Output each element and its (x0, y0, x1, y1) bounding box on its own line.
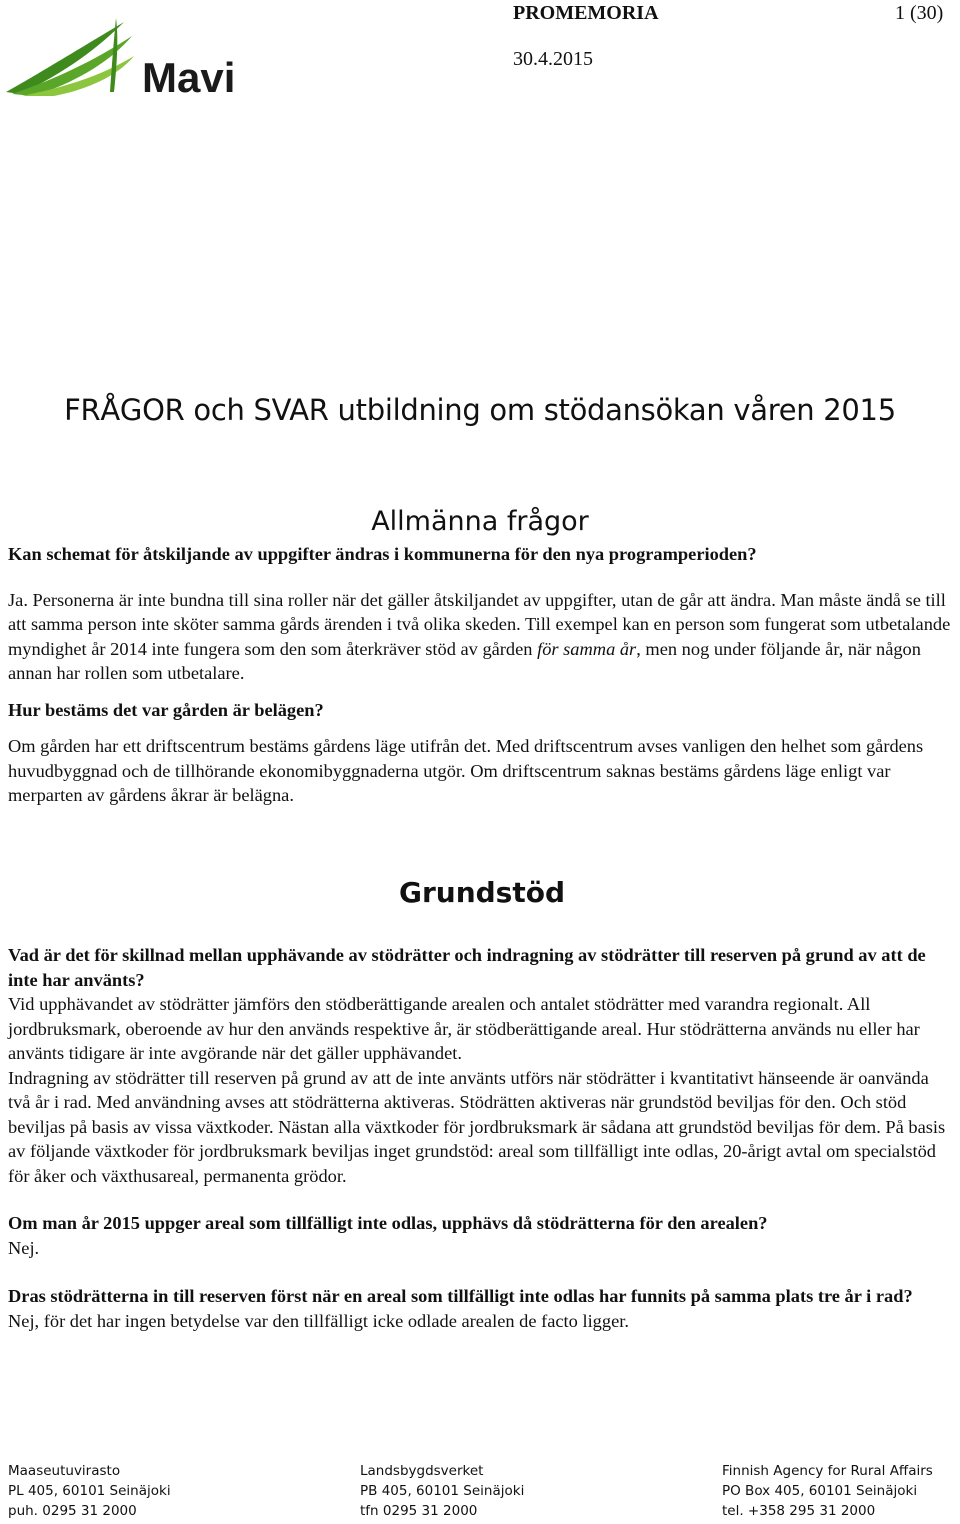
document-type: PROMEMORIA (513, 2, 659, 24)
mavi-logo (6, 14, 238, 96)
question-2: Hur bestäms det var gården är belägen? (8, 699, 324, 720)
question-4: Om man år 2015 uppger areal som tillfälligt inte odlas, upphävs då stödrätterna för den arealen? (8, 1213, 768, 1233)
question-1: Kan schemat för åtskiljande av uppgifter ändras i kommunerna för den nya programperioden? (8, 544, 757, 564)
footer-address: PB 405, 60101 Seinäjoki (360, 1483, 525, 1499)
document-date: 30.4.2015 (513, 48, 593, 70)
answer-4: Nej. (8, 1237, 40, 1258)
logo-text: Mavi (142, 54, 236, 96)
footer-address: PL 405, 60101 Seinäjoki (8, 1483, 171, 1499)
answer-1-part-2: , men nog under följande år, när någon annan har rollen som utbetalare. (8, 638, 921, 683)
footer-address: PO Box 405, 60101 Seinäjoki (722, 1483, 918, 1499)
footer-agency-name: Landsbygdsverket (360, 1463, 484, 1479)
footer-phone: tel. +358 295 31 2000 (722, 1503, 876, 1519)
footer-phone: puh. 0295 31 2000 (8, 1503, 137, 1519)
answer-1 (8, 588, 952, 686)
footer-phone: tfn 0295 31 2000 (360, 1503, 478, 1519)
answer-1-part-1: Ja. Personerna är inte bundna till sina roller när det gäller åtskiljandet av uppgifter, utan de går att ändra. Man måste ändå se till att samma person inte sköter samma gårds ärenden i två olika skeden. Till exempel kan en person som fungerat som utbetalande myndighet år 2014 inte fungera som den som återkräver stöd av gården (8, 589, 951, 659)
footer-agency-name: Maaseutuvirasto (8, 1463, 121, 1479)
footer-column-swedish (360, 1461, 524, 1521)
answer-1-emphasis: för samma år (537, 638, 637, 659)
section-heading-allmanna: Allmänna frågor (371, 506, 589, 537)
footer-column-english (722, 1461, 933, 1521)
answer-5: Nej, för det har ingen betydelse var den tillfälligt icke odlade arealen de facto ligger. (8, 1310, 629, 1331)
document-title: FRÅGOR och SVAR utbildning om stödansökan våren 2015 (64, 393, 896, 427)
answer-3a: Vid upphävandet av stödrätter jämförs den stödberättigande arealen och antalet stödrätter med varandra regionalt. All jordbruksmark, oberoende av hur den används respektive år, är stödberättigande areal. Hur stödrätterna används nu eller har använts tidigare är inte avgörande när det gäller upphävandet. (8, 994, 920, 1063)
answer-2: Om gården har ett driftscentrum bestäms gårdens läge utifrån det. Med driftscentrum avses vanligen den helhet som gårdens huvudbyggnad och de tillhörande ekonomibyggnaderna utgör. Om driftscentrum saknas bestäms gårdens läge enligt var merparten av gårdens åkrar är belägna. (8, 736, 924, 805)
footer-agency-name: Finnish Agency for Rural Affairs (722, 1463, 933, 1479)
answer-3b: Indragning av stödrätter till reserven på grund av att de inte använts utförs när stödrätter i kvantitativt hänseende är oanvända två år i rad. Med användning avses att stödrätterna aktiveras. Stödrätten aktiveras när grundstöd beviljas för den. Och stöd beviljas på basis av vissa växtkoder. Nästan alla växtkoder för jordbruksmark är sådana att grundstöd beviljas för dem. På basis av följande växtkoder för jordbruksmark beviljas inget grundstöd: areal som tillfälligt inte odlas, 20-årigt avtal om specialstöd för åker och växthusareal, permanenta grödor. (8, 1067, 946, 1186)
question-5: Dras stödrätterna in till reserven först när en areal som tillfälligt inte odlas har funnits på samma plats tre år i rad? (8, 1286, 913, 1306)
allmanna-section (8, 542, 952, 808)
section-heading-grundstod: Grundstöd (398, 876, 566, 909)
question-3: Vad är det för skillnad mellan upphävande av stödrätter och indragning av stödrätter till reserven på grund av att de inte har använts? (8, 945, 926, 990)
footer-column-finnish (8, 1461, 171, 1521)
grundstod-section (8, 943, 952, 1333)
page-number: 1 (30) (895, 2, 944, 24)
